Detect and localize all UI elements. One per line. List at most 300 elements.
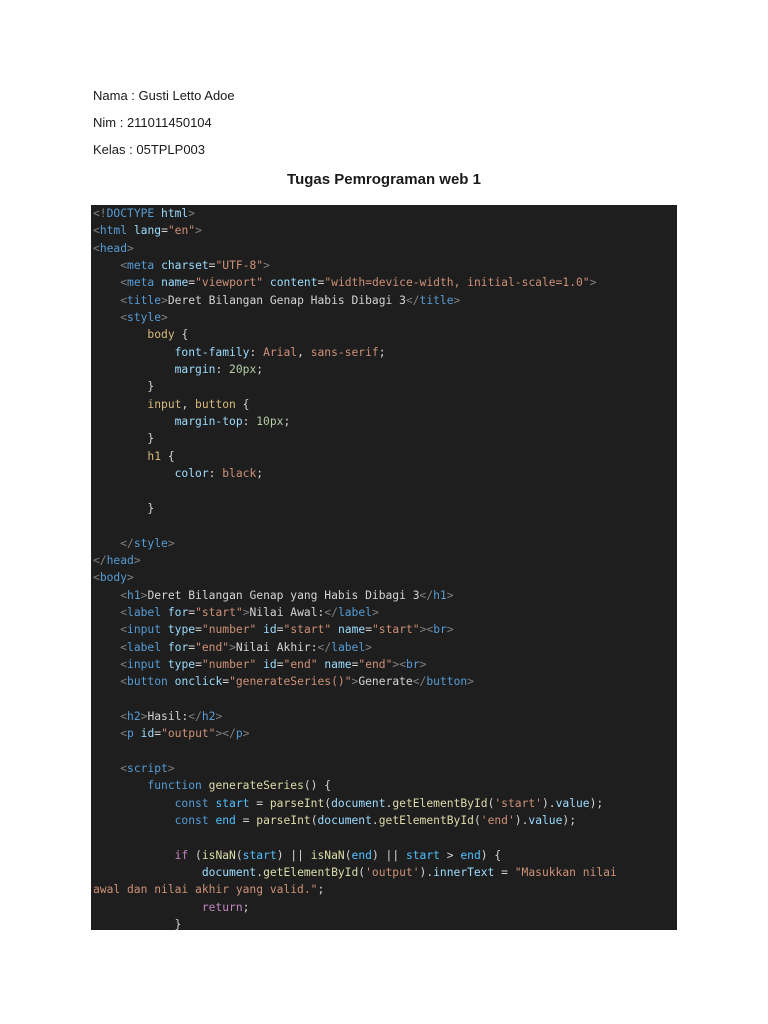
code-token: [93, 658, 120, 671]
code-token: margin-top: [174, 415, 243, 429]
code-token: >: [195, 224, 202, 238]
student-class: Kelas : 05TPLP003: [93, 142, 206, 157]
code-line: [93, 292, 677, 309]
code-line: [93, 708, 677, 725]
code-token: [93, 398, 147, 411]
code-token: >: [140, 588, 148, 602]
code-line: [93, 552, 677, 569]
code-token: const: [174, 796, 209, 810]
code-token: Nilai Akhir:: [235, 640, 318, 654]
code-token: [93, 328, 147, 341]
code-token: getElementById: [378, 814, 474, 828]
code-line: [93, 760, 677, 777]
code-token: p: [127, 727, 134, 741]
code-token: [93, 814, 175, 827]
code-token: [161, 623, 168, 636]
code-token: :: [215, 363, 230, 377]
code-token: color: [174, 467, 209, 481]
code-token: (: [310, 814, 318, 828]
code-token: <: [120, 605, 128, 619]
code-token: >: [188, 207, 196, 220]
code-token: document: [331, 796, 386, 810]
code-token: input: [147, 397, 182, 411]
code-line: [93, 274, 677, 291]
code-token: <: [93, 241, 100, 255]
code-token: ,: [181, 397, 196, 411]
code-token: );: [562, 814, 577, 828]
code-token: </: [419, 588, 434, 602]
code-token: label: [337, 605, 372, 619]
code-token: (: [358, 866, 366, 880]
code-token: sans-serif: [310, 345, 379, 359]
code-token: =: [317, 276, 325, 290]
code-token: "output": [161, 727, 216, 741]
code-token: :: [249, 345, 264, 359]
code-token: >: [453, 293, 461, 307]
code-line: [93, 326, 677, 343]
code-token: >: [242, 605, 250, 619]
code-token: script: [127, 762, 168, 775]
code-token: >: [161, 293, 168, 307]
code-token: document: [201, 866, 257, 880]
code-token: h1: [127, 588, 141, 602]
code-token: ) ||: [276, 848, 311, 862]
code-token: id: [140, 727, 155, 741]
code-token: ) ||: [371, 848, 406, 862]
code-token: Arial: [263, 345, 298, 359]
code-token: ;: [378, 345, 386, 359]
code-line: [93, 587, 677, 604]
code-token: ><: [419, 623, 434, 637]
code-token: </: [405, 293, 420, 307]
code-token: type: [167, 623, 196, 637]
code-line: [93, 847, 677, 864]
code-token: document: [317, 814, 372, 828]
code-token: meta: [127, 276, 155, 290]
code-token: >: [446, 623, 454, 637]
code-token: [161, 658, 168, 671]
code-token: 'end': [480, 814, 515, 828]
code-token: Deret Bilangan Genap Habis Dibagi 3: [167, 293, 406, 307]
code-token: [93, 294, 120, 307]
code-token: >: [167, 536, 175, 550]
code-token: "end": [283, 657, 318, 671]
code-token: <: [120, 709, 128, 723]
code-token: <: [120, 675, 128, 689]
code-line: [93, 881, 677, 898]
code-token: >: [419, 657, 427, 671]
code-token: [93, 727, 120, 740]
code-token: h1: [433, 588, 447, 602]
code-token: title: [419, 293, 454, 307]
code-token: "start": [283, 623, 332, 637]
code-token: margin: [174, 363, 216, 377]
code-token: "Masukkan nilai: [514, 866, 617, 880]
code-token: [161, 606, 168, 619]
code-token: [93, 415, 175, 428]
code-token: head: [99, 241, 128, 255]
code-token: [263, 276, 270, 289]
code-line: [93, 673, 677, 690]
code-token: style: [133, 536, 168, 550]
code-token: isNaN: [310, 848, 345, 862]
code-line: [93, 378, 677, 395]
code-line: [93, 535, 677, 552]
code-token: ;: [256, 363, 264, 377]
code-token: value: [528, 814, 563, 828]
code-token: (: [235, 848, 243, 862]
code-token: <: [120, 657, 128, 671]
code-token: }: [93, 432, 155, 446]
code-token: [93, 537, 120, 550]
code-token: "UTF-8": [215, 259, 264, 273]
code-token: "en": [167, 224, 196, 238]
code-token: </: [93, 553, 107, 567]
code-token: "start": [372, 623, 420, 637]
code-token: [93, 450, 147, 463]
code-token: for: [167, 640, 189, 654]
code-token: getElementById: [392, 796, 488, 810]
code-token: ) {: [480, 848, 502, 862]
code-line: [93, 517, 677, 534]
code-token: >: [229, 640, 236, 654]
code-line: [93, 205, 677, 222]
code-token: =: [195, 657, 202, 671]
code-token: () {: [303, 779, 332, 793]
code-token: <: [120, 588, 128, 602]
code-token: content: [269, 276, 318, 290]
code-token: >: [263, 259, 270, 273]
code-token: <: [120, 311, 128, 325]
code-token: >: [140, 709, 148, 723]
code-token: input: [127, 657, 162, 671]
code-line: [93, 656, 677, 673]
code-token: "viewport": [195, 276, 264, 290]
code-line: [93, 829, 677, 846]
code-token: >: [133, 553, 141, 567]
code-token: =: [195, 623, 202, 637]
code-token: [93, 606, 120, 619]
code-token: =: [235, 814, 257, 828]
code-token: [161, 641, 168, 654]
code-token: <: [93, 224, 100, 238]
code-token: [93, 762, 120, 775]
code-line: [93, 899, 677, 916]
code-token: </: [412, 675, 427, 689]
code-line: [93, 500, 677, 517]
code-token: isNaN: [201, 848, 236, 862]
code-line: [93, 396, 677, 413]
code-token: generateSeries: [208, 779, 304, 793]
code-token: black: [222, 467, 257, 481]
code-line: [93, 465, 677, 482]
code-token: start: [242, 848, 277, 862]
code-token: parseInt: [269, 796, 325, 810]
code-token: [202, 779, 209, 792]
code-token: button: [195, 397, 236, 411]
code-line: [93, 257, 677, 274]
code-screenshot: [91, 205, 677, 930]
code-token: (: [344, 848, 352, 862]
code-token: return: [201, 900, 243, 914]
code-token: html: [161, 207, 189, 220]
code-token: [93, 866, 202, 879]
code-token: >: [589, 276, 597, 290]
code-token: <: [120, 259, 128, 273]
code-token: [93, 797, 175, 810]
code-token: Generate: [358, 675, 413, 689]
code-token: name: [161, 276, 189, 290]
code-token: font-family: [174, 345, 250, 359]
code-line: [93, 777, 677, 794]
code-token: if: [174, 848, 189, 862]
code-token: function: [147, 779, 202, 793]
code-token: const: [174, 814, 209, 828]
code-token: p: [235, 727, 243, 741]
code-token: meta: [127, 259, 155, 273]
code-token: <: [120, 293, 128, 307]
code-token: Hasil:: [147, 709, 189, 723]
code-token: button: [127, 675, 168, 689]
code-line: [93, 812, 677, 829]
code-token: DOCTYPE: [106, 207, 155, 220]
code-line: [93, 621, 677, 638]
code-token: [93, 346, 175, 359]
document-title: Tugas Pemrograman web 1: [287, 171, 481, 188]
code-token: [127, 224, 134, 237]
code-token: title: [127, 293, 162, 307]
code-line: [93, 413, 677, 430]
code-token: >: [242, 727, 250, 741]
code-token: >: [127, 241, 134, 255]
code-token: [93, 467, 175, 480]
code-token: [93, 675, 120, 688]
code-token: <: [93, 571, 100, 585]
code-token: ;: [242, 900, 250, 914]
code-token: end: [460, 848, 481, 862]
code-token: 20px: [229, 363, 257, 377]
code-line: [93, 604, 677, 621]
code-token: "end": [195, 640, 230, 654]
code-token: (: [473, 814, 481, 828]
code-token: <: [120, 623, 128, 637]
code-line: [93, 795, 677, 812]
code-token: <: [120, 762, 128, 775]
code-token: "width=device-width, initial-scale=1.0": [324, 276, 590, 290]
code-line: [93, 483, 677, 500]
code-token: [93, 901, 202, 914]
code-token: "number": [201, 657, 257, 671]
code-token: ></: [215, 727, 236, 741]
code-token: </: [188, 709, 202, 723]
code-token: ;: [317, 883, 325, 897]
code-token: [93, 710, 120, 723]
code-token: ;: [256, 467, 264, 481]
code-token: value: [555, 796, 590, 810]
code-token: label: [127, 605, 162, 619]
code-token: id: [263, 623, 277, 637]
code-token: label: [331, 640, 366, 654]
code-token: =: [208, 259, 216, 273]
code-line: [93, 430, 677, 447]
code-token: [93, 623, 120, 636]
code-token: Nilai Awal:: [249, 605, 325, 619]
code-token: .: [256, 866, 264, 880]
code-token: [331, 623, 338, 636]
code-token: id: [263, 657, 277, 671]
code-token: =: [494, 866, 515, 880]
code-token: innerText: [433, 866, 495, 880]
code-token: [93, 589, 120, 602]
code-line: [93, 639, 677, 656]
code-token: </: [120, 536, 134, 550]
code-token: [93, 849, 175, 862]
code-token: >: [127, 571, 134, 585]
code-token: .: [371, 814, 379, 828]
code-token: >: [215, 709, 223, 723]
code-token: {: [161, 449, 175, 463]
code-token: </: [317, 640, 332, 654]
code-token: start: [405, 848, 440, 862]
code-token: :: [208, 467, 223, 481]
code-token: parseInt: [256, 814, 311, 828]
code-token: start: [215, 796, 250, 810]
code-token: Deret Bilangan Genap yang Habis Dibagi 3: [147, 588, 420, 602]
code-token: body: [99, 571, 128, 585]
code-token: }: [93, 380, 155, 394]
code-token: button: [426, 675, 468, 689]
code-token: }: [93, 918, 182, 930]
code-line: [93, 691, 677, 708]
code-token: "start": [195, 605, 243, 619]
code-line: [93, 361, 677, 378]
code-token: getElementById: [263, 866, 359, 880]
code-token: lang: [133, 224, 162, 238]
code-token: style: [127, 311, 162, 325]
code-token: for: [167, 605, 189, 619]
code-line: [93, 344, 677, 361]
code-token: [134, 727, 141, 740]
code-token: =: [365, 623, 372, 637]
code-line: [93, 222, 677, 239]
code-line: [93, 448, 677, 465]
code-token: "number": [201, 623, 257, 637]
code-line: [93, 864, 677, 881]
code-token: ><: [392, 657, 407, 671]
code-token: awal dan nilai akhir yang valid.": [93, 883, 318, 897]
code-token: </: [324, 605, 338, 619]
code-token: 'start': [494, 796, 542, 810]
code-token: [93, 779, 147, 792]
code-token: type: [167, 657, 196, 671]
code-token: <: [120, 727, 128, 741]
code-token: charset: [161, 259, 209, 273]
code-token: ).: [419, 866, 434, 880]
code-token: 10px: [256, 415, 284, 429]
student-name: Nama : Gusti Letto Adoe: [93, 88, 235, 103]
student-id: Nim : 211011450104: [93, 115, 212, 130]
code-line: [93, 916, 677, 930]
code-line: [93, 309, 677, 326]
code-token: [93, 276, 120, 289]
code-token: h2: [201, 709, 216, 723]
code-token: (: [188, 848, 202, 862]
code-token: >: [446, 588, 454, 602]
code-token: end: [215, 814, 236, 828]
code-token: <: [120, 640, 128, 654]
code-token: {: [235, 397, 250, 411]
code-token: =: [161, 224, 168, 238]
code-token: {: [174, 328, 189, 342]
code-token: =: [351, 657, 359, 671]
code-token: );: [589, 796, 604, 810]
code-token: h2: [127, 709, 141, 723]
code-token: }: [93, 501, 155, 515]
code-listing: [91, 205, 677, 930]
code-token: =: [188, 605, 196, 619]
code-token: "end": [358, 657, 393, 671]
code-token: name: [337, 623, 366, 637]
code-line: [93, 569, 677, 586]
code-token: [93, 641, 120, 654]
code-token: ,: [297, 345, 311, 359]
code-token: input: [127, 623, 162, 637]
code-token: (: [324, 796, 332, 810]
code-line: [93, 725, 677, 742]
code-token: ).: [514, 814, 529, 828]
code-token: <: [120, 276, 128, 290]
code-token: <!: [93, 207, 107, 220]
code-token: >: [351, 675, 359, 689]
code-token: (: [487, 796, 495, 810]
code-token: >: [439, 848, 461, 862]
code-token: =: [222, 675, 230, 689]
code-token: ).: [541, 796, 556, 810]
code-token: name: [324, 657, 352, 671]
code-token: =: [188, 640, 196, 654]
code-token: br: [406, 657, 420, 671]
code-token: =: [249, 796, 270, 810]
code-token: =: [276, 623, 284, 637]
code-token: head: [106, 553, 134, 567]
code-token: >: [167, 762, 175, 775]
code-token: [168, 675, 175, 688]
code-line: [93, 743, 677, 760]
code-token: br: [433, 623, 447, 637]
code-token: :: [242, 415, 257, 429]
code-token: >: [467, 675, 474, 689]
code-token: onclick: [174, 675, 223, 689]
code-token: ;: [283, 415, 291, 429]
code-token: >: [365, 640, 372, 654]
code-token: 'output': [365, 866, 420, 880]
code-token: label: [127, 640, 162, 654]
code-token: =: [276, 657, 284, 671]
code-token: end: [351, 848, 372, 862]
code-token: [154, 207, 161, 220]
code-token: >: [371, 605, 379, 619]
code-token: "generateSeries()": [229, 675, 352, 689]
code-token: >: [161, 311, 168, 325]
code-token: html: [99, 224, 128, 238]
code-token: .: [385, 796, 393, 810]
code-token: =: [154, 727, 162, 741]
code-token: body: [147, 328, 175, 342]
code-token: =: [188, 276, 196, 290]
code-token: [93, 363, 175, 376]
code-line: [93, 240, 677, 257]
code-token: [93, 259, 120, 272]
